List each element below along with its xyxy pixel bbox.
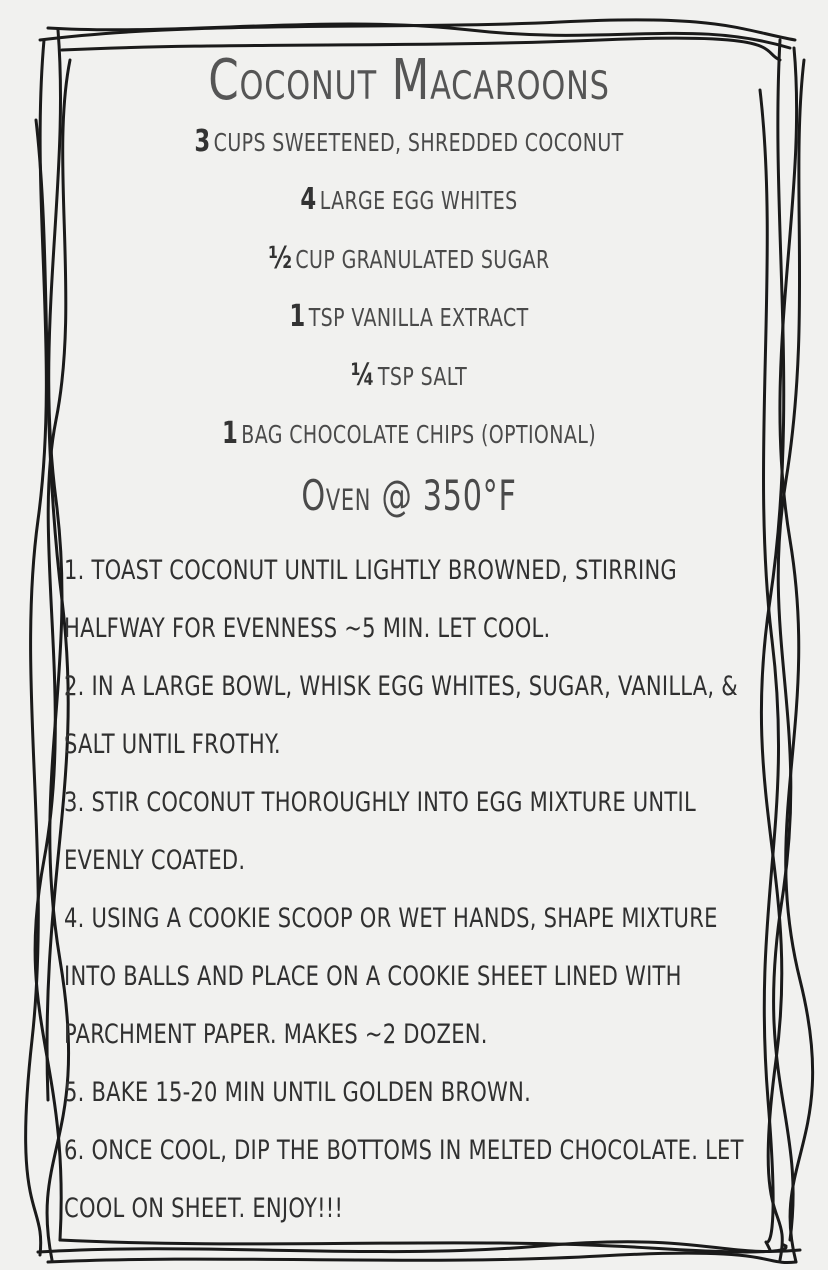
ingredient-text: TSP SALT: [377, 361, 468, 391]
ingredient-qty: 1: [289, 299, 306, 335]
ingredient-item: [147, 418, 671, 450]
instruction-step: 5. BAKE 15-20 MIN UNTIL GOLDEN BROWN.: [64, 1076, 532, 1108]
ingredient-text: CUP GRANULATED SUGAR: [295, 244, 550, 274]
ingredient-item: [147, 301, 671, 333]
ingredient-item: [147, 240, 671, 276]
instruction-step: 6. ONCE COOL, DIP THE BOTTOMS IN MELTED CHOCOLATE. LET COOL ON SHEET. ENJOY!!!: [64, 1134, 744, 1224]
ingredient-text: CUPS SWEETENED, SHREDDED COCONUT: [213, 127, 624, 157]
instruction-step: 3. STIR COCONUT THOROUGHLY INTO EGG MIXTURE UNTIL EVENLY COATED.: [64, 786, 696, 876]
instruction-step: 1. TOAST COCONUT UNTIL LIGHTLY BROWNED, STIRRING HALFWAY FOR EVENNESS ~5 MIN. LET COOL.: [64, 554, 677, 644]
recipe-title: Coconut Macaroons: [208, 48, 610, 113]
recipe-content: [64, 40, 754, 1260]
ingredient-item: [147, 184, 671, 216]
ingredient-qty: 1: [222, 416, 239, 452]
ingredient-qty: 4: [300, 182, 317, 218]
ingredient-text: BAG CHOCOLATE CHIPS (OPTIONAL): [241, 420, 596, 450]
instruction-list: [64, 542, 754, 1238]
instruction-step: 2. IN A LARGE BOWL, WHISK EGG WHITES, SUGAR, VANILLA, & SALT UNTIL FROTHY.: [64, 670, 738, 760]
instruction-step: 4. USING A COOKIE SCOOP OR WET HANDS, SHAPE MIXTURE INTO BALLS AND PLACE ON A COOKIE SHEET LINED WITH PARCHMENT PAPER. MAKES ~2 DOZEN.: [64, 902, 718, 1050]
ingredient-item: [147, 357, 671, 393]
ingredient-text: LARGE EGG WHITES: [319, 186, 518, 216]
ingredient-list: [64, 123, 754, 452]
ingredient-text: TSP VANILLA EXTRACT: [308, 303, 529, 333]
oven-temperature: Oven @ 350°F: [301, 470, 517, 520]
ingredient-item: [147, 123, 671, 159]
ingredient-qty: ¼: [350, 357, 375, 393]
ingredient-qty: 3: [194, 123, 211, 159]
ingredient-qty: ½: [268, 240, 293, 276]
